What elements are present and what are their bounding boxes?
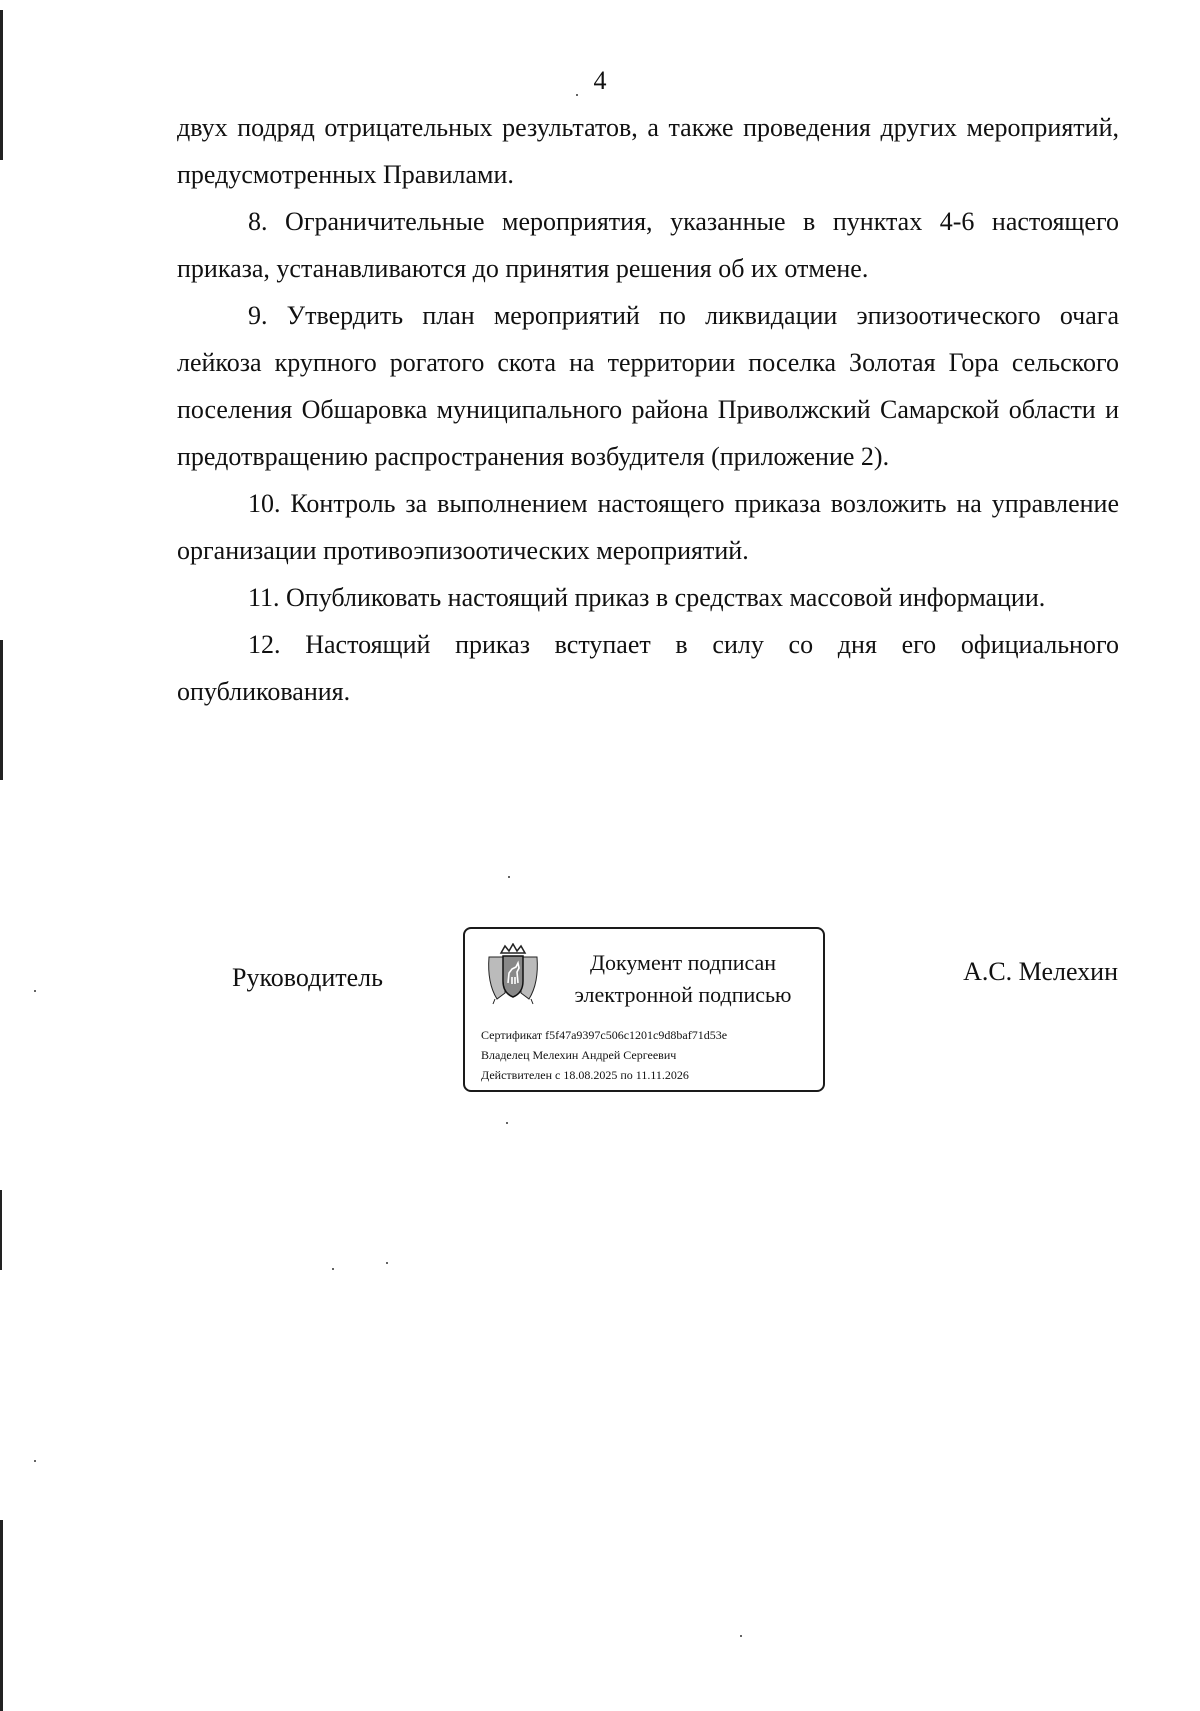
scan-speck xyxy=(576,94,578,96)
paragraph-continuation: двух подряд отрицательных результатов, а также проведения других мероприятий, предусмотренных Правилами. xyxy=(177,113,1119,189)
paragraph-item-11: 11. Опубликовать настоящий приказ в средствах массовой информации. xyxy=(248,583,1046,612)
certificate-validity: Действителен с 18.08.2025 по 11.11.2026 xyxy=(481,1068,689,1082)
scan-speck xyxy=(386,1262,388,1264)
signer-position: Руководитель xyxy=(232,963,383,992)
paragraph-item-8: 8. Ограничительные мероприятия, указанные в пунктах 4-6 настоящего приказа, устанавливаются до принятия решения об их отмене. xyxy=(177,207,1119,283)
paragraph-item-10: 10. Контроль за выполнением настоящего приказа возложить на управление организации противоэпизоотических мероприятий. xyxy=(177,489,1119,565)
signature-block xyxy=(0,922,1200,1102)
document-body xyxy=(177,104,1119,715)
scan-speck xyxy=(332,1268,334,1270)
scan-speck xyxy=(34,990,36,992)
scan-edge-mark xyxy=(0,640,3,780)
paragraph-item-9: 9. Утвердить план мероприятий по ликвидации эпизоотического очага лейкоза крупного рогатого скота на территории поселка Золотая Гора сельского поселения Обшаровка муниципального района Приволжский Самарской области и предотвращению распространения возбудителя (приложение 2). xyxy=(177,301,1119,471)
certificate-id: Сертификат f5f47a9397c506c1201c9d8baf71d53e xyxy=(481,1028,728,1042)
stamp-details xyxy=(481,1025,821,1085)
scan-speck xyxy=(506,1122,508,1124)
coat-of-arms-icon xyxy=(483,943,543,1005)
certificate-owner: Владелец Мелехин Андрей Сергеевич xyxy=(481,1048,677,1062)
stamp-title-line-2: электронной подписью xyxy=(574,982,792,1007)
scan-speck xyxy=(34,1460,36,1462)
signer-name: А.С. Мелехин xyxy=(963,957,1118,986)
paragraph-item-12: 12. Настоящий приказ вступает в силу со дня его официального опубликования. xyxy=(177,630,1119,706)
scan-speck xyxy=(508,876,510,878)
electronic-signature-stamp xyxy=(463,927,825,1092)
scan-speck xyxy=(740,1635,742,1637)
scan-edge-mark xyxy=(0,1520,3,1711)
page-number: 4 xyxy=(593,66,607,95)
stamp-title-line-1: Документ подписан xyxy=(589,950,777,975)
stamp-title xyxy=(553,947,813,1011)
scan-edge-mark xyxy=(0,1190,2,1270)
